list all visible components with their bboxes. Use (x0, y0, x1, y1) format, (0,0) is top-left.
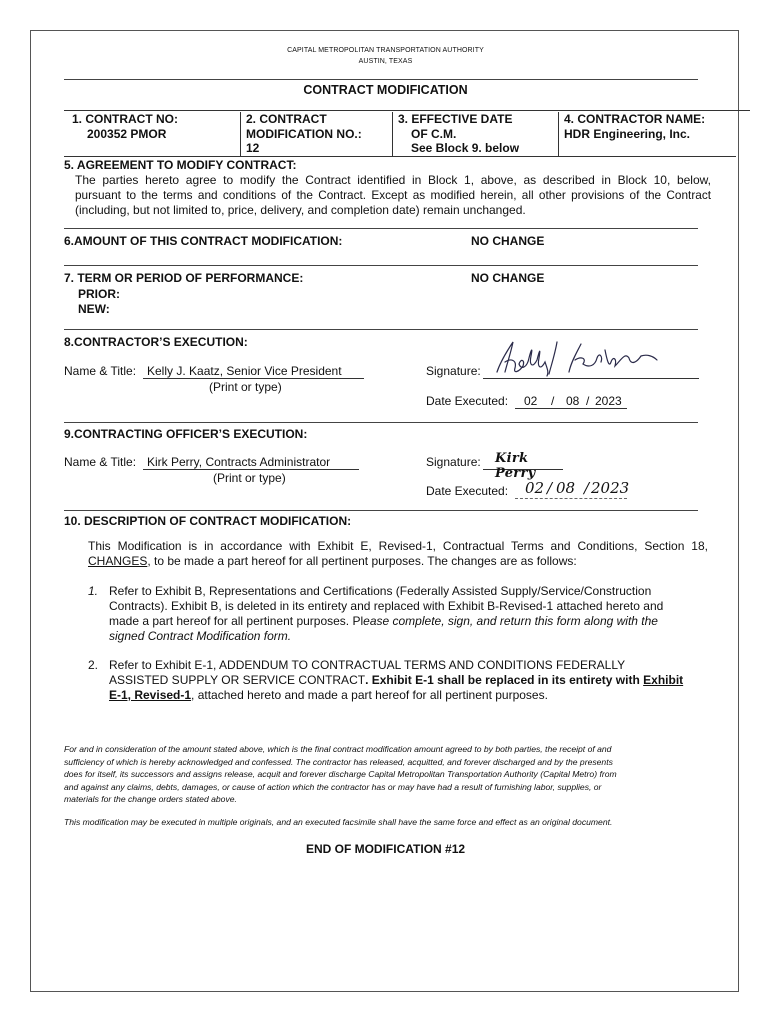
mod-no-cell (240, 112, 392, 156)
agreement-line-1: The parties hereto agree to modify the Contract identified in Block 1, above, as described in Block 10, below, (75, 173, 711, 187)
mod-no-value: 12 (246, 141, 260, 155)
term-prior-label: PRIOR: (78, 287, 120, 301)
item-2-line-3-text: , attached hereto and made a part hereof for all pertinent purposes. (191, 688, 548, 702)
multiple-originals-note: This modification may be executed in multiple originals, and an executed facsimile shall have the same force and effect as an original document. (64, 817, 613, 827)
effective-date-label-2: OF C.M. (411, 126, 457, 141)
contractor-name-value: HDR Engineering, Inc. (564, 126, 691, 141)
contractor-name-title-field (143, 364, 364, 379)
officer-signature-field (483, 451, 563, 481)
date-separator: / (586, 394, 590, 408)
contractor-date-day: 08 (566, 394, 580, 408)
consideration-line-2: sufficiency of which is hereby acknowledged and confessed. The contractor has released, acquitted, and forever discharged and by the presents (64, 756, 613, 767)
contractor-date-month: 02 (524, 394, 538, 408)
document-page (30, 30, 739, 992)
contract-no-value: 200352 PMOR (87, 126, 167, 141)
exhibit-link-text: Exhibit (643, 673, 684, 687)
divider (64, 422, 698, 423)
contractor-date-label: Date Executed: (426, 394, 509, 408)
contractor-signature-label: Signature: (426, 364, 481, 378)
date-separator: / (547, 479, 553, 497)
mod-no-label-2: MODIFICATION NO.: (246, 126, 362, 141)
item-1-line-1: Refer to Exhibit B, Representations and Certifications (Federally Assisted Supply/Service/Construction (109, 584, 652, 598)
officer-date-field (515, 479, 630, 499)
contractor-date-field (515, 394, 627, 409)
description-heading: 10. DESCRIPTION OF CONTRACT MODIFICATION: (64, 514, 352, 528)
effective-date-label: 3. EFFECTIVE DATE (398, 112, 513, 126)
officer-name-title-field (143, 455, 359, 470)
officer-name-title-label: Name & Title: (64, 455, 137, 469)
contractor-print-note: (Print or type) (209, 380, 282, 394)
term-label: 7. TERM OR PERIOD OF PERFORMANCE: (64, 271, 304, 285)
divider (64, 265, 698, 266)
consideration-line-1: For and in consideration of the amount stated above, which is the final contract modification amount agreed to by both parties, the receipt of and (64, 744, 612, 754)
divider (64, 510, 698, 511)
contractor-name-cell (558, 112, 738, 156)
end-of-modification: END OF MODIFICATION #12 (305, 842, 466, 856)
officer-signature-value: Kirk Perry (495, 451, 536, 481)
contract-no-label: 1. CONTRACT NO: (72, 112, 178, 126)
item-1-line-4: signed Contract Modification form. (109, 629, 292, 643)
effective-date-value: See Block 9. below (411, 141, 520, 155)
officer-date-day: 08 (556, 479, 576, 497)
term-new-label: NEW: (78, 302, 110, 316)
officer-date-label: Date Executed: (426, 484, 509, 498)
item-1-line-3 (109, 614, 658, 629)
agreement-line-2: pursuant to the terms and conditions of the Contract. Except as modified herein, all other provisions of the Contract (75, 188, 711, 202)
agreement-line-3: (including, but not limited to, price, delivery, and completion date) remain unchanged. (75, 203, 526, 217)
amount-label: 6.AMOUNT OF THIS CONTRACT MODIFICATION: (64, 234, 343, 248)
authority-location: AUSTIN, TEXAS (358, 58, 413, 65)
divider (64, 228, 698, 229)
item-1-line-3-italic: ease complete, sign, and return this form along with the (363, 614, 658, 628)
divider (64, 329, 698, 330)
divider (64, 79, 698, 80)
officer-print-note: (Print or type) (213, 471, 286, 485)
term-value: NO CHANGE (471, 271, 545, 285)
contractor-name-label: 4. CONTRACTOR NAME: (564, 112, 706, 126)
officer-exec-heading: 9.CONTRACTING OFFICER’S EXECUTION: (64, 427, 308, 441)
changes-link-text: CHANGES (88, 554, 148, 568)
page-title: CONTRACT MODIFICATION (303, 83, 468, 97)
divider (64, 110, 750, 111)
item-1-line-2: Contracts). Exhibit B, is deleted in its entirety and replaced with Exhibit B-Revised-1 attached hereto and (109, 599, 664, 613)
contractor-date-year: 2023 (595, 394, 622, 408)
item-2-number: 2. (88, 658, 99, 672)
item-2-line-1: Refer to Exhibit E-1, ADDENDUM TO CONTRACTUAL TERMS AND CONDITIONS FEDERALLY (109, 658, 626, 672)
contractor-name-title-value: Kelly J. Kaatz, Senior Vice President (147, 364, 342, 378)
contractor-signature-image (491, 338, 661, 380)
amount-value: NO CHANGE (471, 234, 545, 248)
divider (64, 156, 736, 157)
date-separator: / (584, 479, 590, 497)
contractor-signature-field (483, 364, 699, 379)
item-2-line-3 (109, 688, 548, 703)
consideration-line-3: does for itself, its successors and assigns release, acquit and forever discharge Capital Metropolitan Transportation Authority (Capital Metro) from (64, 769, 617, 779)
consideration-line-4: and against any claims, debts, damages, or cause of action which the contractor has or may have had a result of furnishing labor, supplies, or (64, 781, 602, 792)
description-intro-line-2 (88, 554, 577, 569)
officer-signature-label: Signature: (426, 455, 481, 469)
item-1-line-3-text: made a part hereof for all pertinent purposes. Pl (109, 614, 364, 628)
date-separator: / (551, 394, 555, 408)
contract-no-cell (64, 112, 240, 156)
description-intro-line-1: This Modification is in accordance with Exhibit E, Revised-1, Contractual Terms and Conditions, Section 18, (88, 539, 708, 553)
item-1-number: 1. (88, 584, 99, 598)
officer-name-title-value: Kirk Perry, Contracts Administrator (147, 455, 331, 469)
officer-date-month: 02 (525, 479, 545, 497)
item-2-line-2 (109, 673, 683, 688)
effective-date-cell (392, 112, 558, 156)
intro-line-2-text: , to be made a part hereof for all pertinent purposes. The changes are as follows: (147, 554, 577, 568)
authority-name: CAPITAL METROPOLITAN TRANSPORTATION AUTHORITY (287, 47, 484, 54)
agreement-heading: 5. AGREEMENT TO MODIFY CONTRACT: (64, 158, 297, 172)
contractor-exec-heading: 8.CONTRACTOR’S EXECUTION: (64, 335, 248, 349)
officer-date-year: 2023 (591, 479, 630, 497)
contractor-name-title-label: Name & Title: (64, 364, 137, 378)
exhibit-revised-text: E-1, Revised-1 (109, 688, 192, 702)
mod-no-label: 2. CONTRACT (246, 112, 327, 126)
consideration-line-5: materials for the change orders stated above. (64, 794, 237, 804)
item-2-line-2-bold: . Exhibit E-1 shall be replaced in its entirety with (365, 673, 644, 687)
item-2-line-2-text: ASSISTED SUPPLY OR SERVICE CONTRACT (109, 673, 366, 687)
